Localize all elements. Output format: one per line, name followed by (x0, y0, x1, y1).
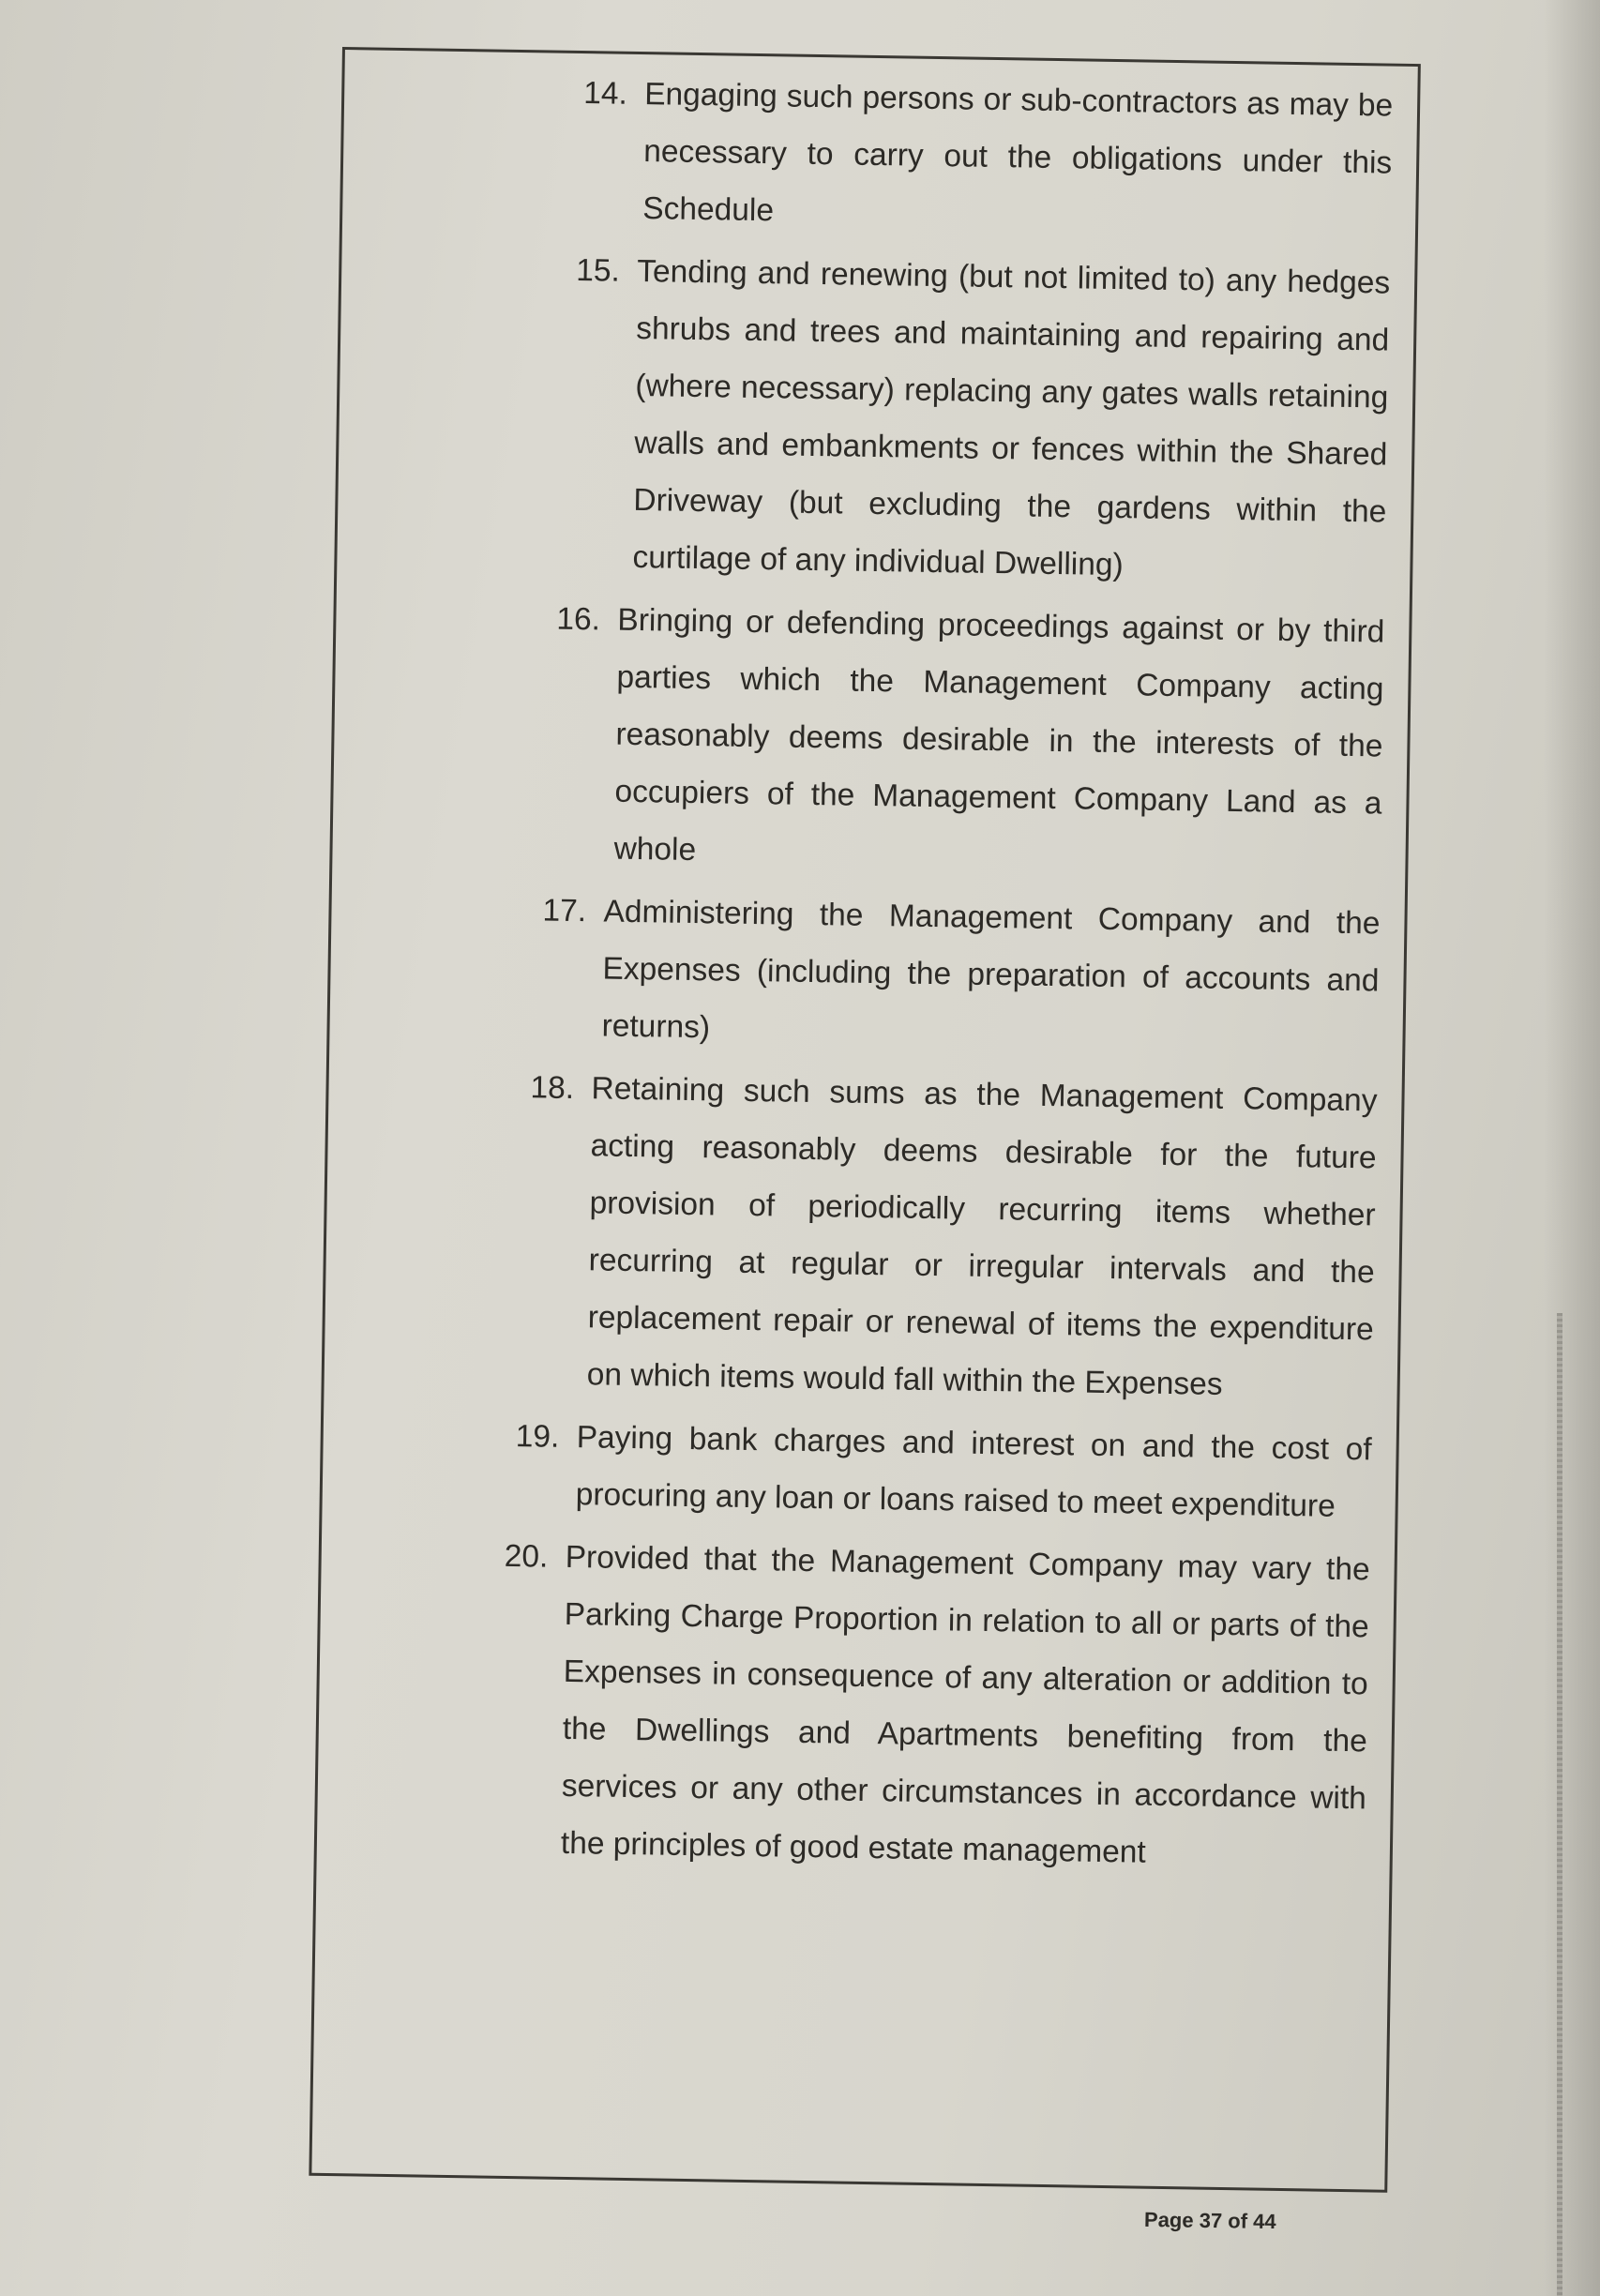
clause-14 (581, 65, 1399, 249)
clause-number: 17. (542, 893, 587, 929)
page-edge (1557, 1313, 1562, 2296)
clause-number: 15. (575, 252, 621, 289)
clause-18 (525, 1059, 1383, 1415)
clause-19 (514, 1408, 1378, 1535)
page-shadow (1544, 0, 1600, 2296)
clause-number: 20. (504, 1538, 549, 1575)
clause-number: 18. (530, 1070, 575, 1107)
clause-text: Retaining such sums as the Management Company acting reasonably deems desirable for the future provision of periodically recurring items whether recurring at regular or irregular intervals and the replacement repair or renewal of items the expenditure on which items would fall within the Expenses (586, 1071, 1378, 1402)
clause-text: Engaging such persons or sub-contractors as may be necessary to carry out the obligations under this Schedule (642, 77, 1394, 229)
clause-text: Paying bank charges and interest on and the cost of procuring any loan or loans raised to meet expenditure (575, 1420, 1372, 1524)
clause-number: 14. (582, 76, 628, 112)
clause-15 (571, 242, 1396, 598)
clause-text: Administering the Management Company and the Expenses (including the preparation of accounts and returns) (601, 894, 1381, 1046)
clause-text: Tending and renewing (but not limited to) any hedges shrubs and trees and maintaining and repairing and (where necessary) replacing any gates walls retaining walls and embankments or fences within the Shared Driveway (but excluding the gardens within the curtilage of any individual Dwelling) (632, 253, 1391, 583)
clause-list (316, 50, 1417, 1885)
clause-number: 19. (515, 1419, 560, 1455)
clause-20 (499, 1528, 1376, 1885)
page-number: Page 37 of 44 (1143, 2207, 1276, 2234)
clause-16 (552, 591, 1391, 890)
clause-text: Bringing or defending proceedings against or by third parties which the Management Company acting reasonably deems desirable in the interests of the occupiers of the Management Company Land as a whole (613, 602, 1385, 869)
schedule-frame (309, 47, 1421, 2193)
clause-text: Provided that the Management Company may vary the Parking Charge Proportion in relation to all or parts of the Expenses in consequence of any alteration or addition to the Dwellings and Apartments benefiting from the services or any other circumstances in accordance with the principles of good estate management (560, 1539, 1370, 1870)
clause-17 (540, 882, 1386, 1066)
clause-number: 16. (556, 601, 601, 638)
